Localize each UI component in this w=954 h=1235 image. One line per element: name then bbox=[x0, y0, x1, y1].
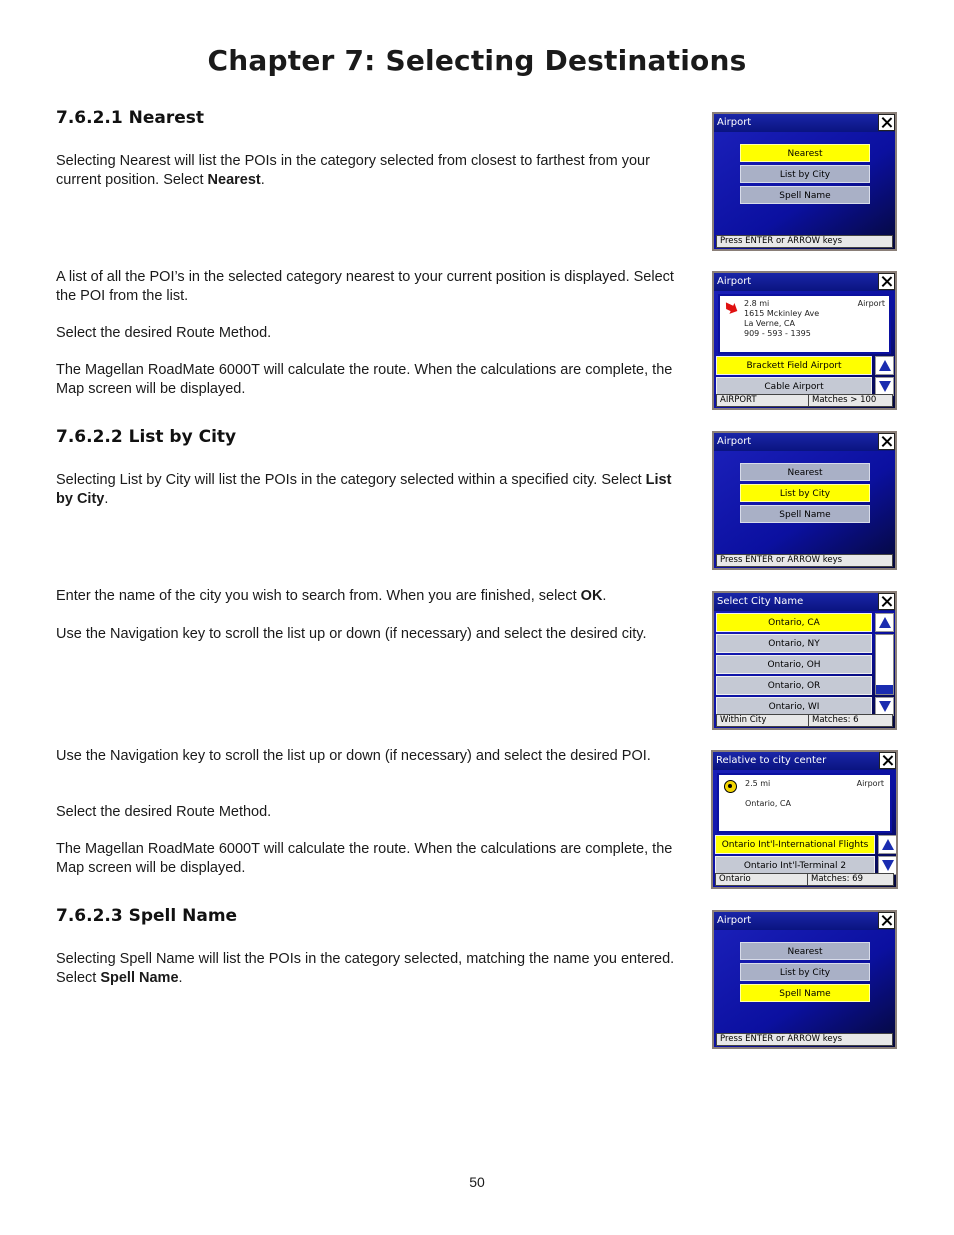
direction-arrow-icon bbox=[724, 302, 738, 314]
arrow-down-icon bbox=[882, 860, 894, 871]
poi-info-box bbox=[717, 773, 892, 833]
screenshot-relative-to-city-center bbox=[711, 750, 898, 889]
spell-name-button[interactable]: Spell Name bbox=[740, 186, 870, 204]
spell-name-button[interactable]: Spell Name bbox=[740, 505, 870, 523]
status-bar bbox=[716, 714, 893, 727]
status-category: AIRPORT bbox=[720, 395, 757, 405]
scrollbar[interactable] bbox=[875, 634, 894, 695]
status-bar: Press ENTER or ARROW keys bbox=[716, 554, 893, 567]
poi-info-box bbox=[718, 294, 891, 354]
section-heading-list-by-city: 7.6.2.2 List by City bbox=[56, 427, 237, 447]
screen-body bbox=[714, 611, 895, 728]
nearest-button[interactable]: Nearest bbox=[740, 942, 870, 960]
list-item-ontario-intl-terminal-2[interactable]: Ontario Int'l-Terminal 2 bbox=[715, 856, 875, 875]
spell-name-button[interactable]: Spell Name bbox=[740, 984, 870, 1002]
status-filter: Within City bbox=[720, 715, 767, 725]
nearest-button[interactable]: Nearest bbox=[740, 144, 870, 162]
screen-body bbox=[714, 291, 895, 408]
status-matches: Matches: 6 bbox=[808, 715, 859, 726]
screen-title: Airport bbox=[714, 273, 895, 291]
poi-distance: 2.8 mi bbox=[744, 299, 770, 308]
scroll-up-button[interactable] bbox=[875, 613, 894, 632]
arrow-up-icon bbox=[879, 360, 891, 371]
list-by-city-paragraph-3: Use the Navigation key to scroll the list up or down (if necessary) and select the desired city. bbox=[56, 626, 647, 642]
screen-title: Airport bbox=[714, 114, 895, 132]
city-item-ontario-ca[interactable]: Ontario, CA bbox=[716, 613, 872, 632]
close-icon[interactable] bbox=[878, 912, 895, 929]
close-icon[interactable] bbox=[878, 273, 895, 290]
nearest-button[interactable]: Nearest bbox=[740, 463, 870, 481]
arrow-up-icon bbox=[882, 839, 894, 850]
close-icon[interactable] bbox=[879, 752, 896, 769]
status-bar: Press ENTER or ARROW keys bbox=[716, 1033, 893, 1046]
status-bar bbox=[716, 394, 893, 407]
list-by-city-button[interactable]: List by City bbox=[740, 484, 870, 502]
status-bar: Press ENTER or ARROW keys bbox=[716, 235, 893, 248]
status-bar bbox=[715, 873, 894, 886]
page-number: 50 bbox=[469, 1174, 485, 1190]
close-icon[interactable] bbox=[878, 593, 895, 610]
poi-category: Airport bbox=[856, 779, 884, 788]
screen-title: Airport bbox=[714, 433, 895, 451]
screenshot-airport-menu-nearest bbox=[712, 112, 897, 251]
list-by-city-button[interactable]: List by City bbox=[740, 963, 870, 981]
arrow-down-icon bbox=[879, 381, 891, 392]
scrollbar-thumb[interactable] bbox=[876, 685, 893, 694]
poi-category: Airport bbox=[857, 299, 885, 308]
list-by-city-paragraph-2: Enter the name of the city you wish to search from. When you are finished, select OK. bbox=[56, 588, 607, 604]
screen-title: Select City Name bbox=[714, 593, 895, 611]
arrow-down-icon bbox=[879, 701, 891, 712]
status-matches: Matches > 100 bbox=[808, 395, 876, 406]
nearest-paragraph-3: Select the desired Route Method. bbox=[56, 325, 272, 341]
chapter-title: Chapter 7: Selecting Destinations bbox=[207, 44, 747, 77]
section-heading-nearest: 7.6.2.1 Nearest bbox=[56, 108, 204, 128]
spell-name-paragraph-1: Selecting Spell Name will list the POIs in the category selected, matching the name you entered. Select Spell Name. bbox=[56, 951, 675, 986]
scroll-up-button[interactable] bbox=[878, 835, 897, 854]
arrow-up-icon bbox=[879, 617, 891, 628]
screen-body bbox=[714, 451, 895, 568]
nearest-paragraph-4: The Magellan RoadMate 6000T will calculate the route. When the calculations are complete, the Map screen will be displayed. bbox=[56, 362, 673, 397]
status-city: Ontario bbox=[719, 874, 751, 884]
screenshot-airport-menu-list-by-city bbox=[712, 431, 897, 570]
nearest-paragraph-2: A list of all the POI’s in the selected category nearest to your current position is displayed. Select the POI from the list. bbox=[56, 269, 674, 304]
section-heading-spell-name: 7.6.2.3 Spell Name bbox=[56, 906, 238, 926]
poi-distance: 2.5 mi bbox=[745, 779, 771, 788]
screen-title: Airport bbox=[714, 912, 895, 930]
list-by-city-paragraph-1: Selecting List by City will list the POIs in the category selected within a specified city. Select List by City. bbox=[56, 472, 672, 507]
poi-marker-icon bbox=[724, 780, 737, 793]
list-by-city-paragraph-5: Select the desired Route Method. bbox=[56, 804, 272, 820]
screenshot-airport-nearest-list bbox=[712, 271, 897, 410]
city-item-ontario-wi[interactable]: Ontario, WI bbox=[716, 697, 872, 716]
list-item-ontario-intl-international-flights[interactable]: Ontario Int'l-International Flights bbox=[715, 835, 875, 854]
poi-phone: 909 - 593 - 1395 bbox=[744, 329, 811, 338]
poi-address-line-2: La Verne, CA bbox=[744, 319, 795, 328]
list-by-city-paragraph-4: Use the Navigation key to scroll the list up or down (if necessary) and select the desired POI. bbox=[56, 748, 651, 764]
screen-title: Relative to city center bbox=[713, 752, 896, 770]
screen-body bbox=[714, 132, 895, 249]
screenshot-airport-menu-spell-name bbox=[712, 910, 897, 1049]
scroll-up-button[interactable] bbox=[875, 356, 894, 375]
nearest-paragraph-1: Selecting Nearest will list the POIs in the category selected from closest to farthest from your current position. Select Nearest. bbox=[56, 153, 650, 188]
poi-city: Ontario, CA bbox=[745, 799, 791, 808]
close-icon[interactable] bbox=[878, 433, 895, 450]
list-by-city-paragraph-6: The Magellan RoadMate 6000T will calculate the route. When the calculations are complete, the Map screen will be displayed. bbox=[56, 841, 673, 876]
list-item-cable-airport[interactable]: Cable Airport bbox=[716, 377, 872, 396]
list-by-city-button[interactable]: List by City bbox=[740, 165, 870, 183]
screen-body bbox=[713, 770, 896, 887]
status-matches: Matches: 69 bbox=[807, 874, 863, 885]
city-item-ontario-or[interactable]: Ontario, OR bbox=[716, 676, 872, 695]
city-item-ontario-oh[interactable]: Ontario, OH bbox=[716, 655, 872, 674]
list-item-brackett-field-airport[interactable]: Brackett Field Airport bbox=[716, 356, 872, 375]
close-icon[interactable] bbox=[878, 114, 895, 131]
screen-body bbox=[714, 930, 895, 1047]
city-item-ontario-ny[interactable]: Ontario, NY bbox=[716, 634, 872, 653]
poi-address-line-1: 1615 Mckinley Ave bbox=[744, 309, 820, 318]
screenshot-select-city-name bbox=[712, 591, 897, 730]
